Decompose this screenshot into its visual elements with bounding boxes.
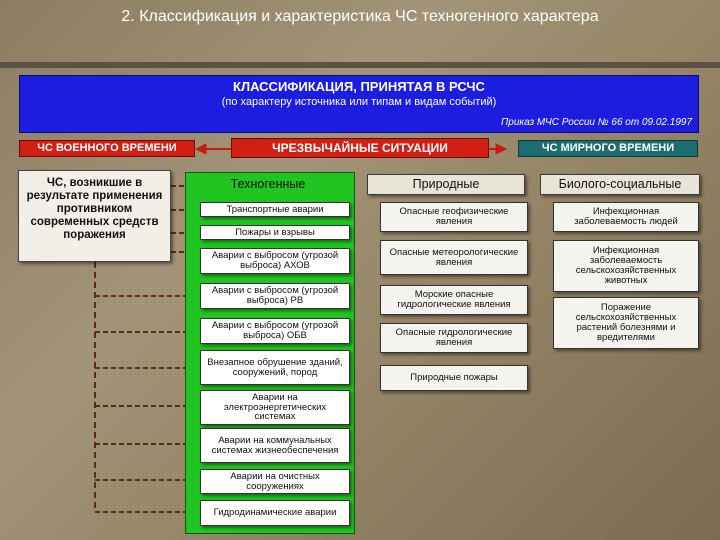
header-title: КЛАССИФИКАЦИЯ, ПРИНЯТАЯ В РСЧС	[233, 79, 485, 94]
tech-item-10: Гидродинамические аварии	[200, 500, 350, 526]
biosocial-item-3: Поражение сельскохозяйственных растений болезнями и вредителями	[553, 297, 699, 349]
tech-item-1: Транспортные аварии	[200, 202, 350, 217]
header-order: Приказ МЧС России № 66 от 09.02.1997	[501, 117, 692, 128]
category-natural: Природные	[367, 174, 525, 195]
biosocial-item-1: Инфекционная заболеваемость людей	[553, 202, 699, 232]
tech-item-9: Аварии на очистных сооружениях	[200, 469, 350, 494]
peace-time-box: ЧС МИРНОГО ВРЕМЕНИ	[518, 140, 698, 157]
natural-item-2: Опасные метеорологические явления	[380, 240, 528, 275]
tech-item-8: Аварии на коммунальных системах жизнеобеспечения	[200, 428, 350, 463]
biosocial-item-2: Инфекционная заболеваемость сельскохозяйственных животных	[553, 240, 699, 292]
tech-item-7: Аварии на электроэнергетических системах	[200, 390, 350, 425]
category-biosocial: Биолого-социальные	[540, 174, 700, 195]
category-technogenic: Техногенные	[198, 175, 338, 195]
emergencies-box: ЧРЕЗВЫЧАЙНЫЕ СИТУАЦИИ	[231, 138, 489, 158]
natural-item-5: Природные пожары	[380, 365, 528, 391]
tech-item-4: Аварии с выбросом (угрозой выброса) РВ	[200, 283, 350, 309]
slide-title: 2. Классификация и характеристика ЧС техногенного характера	[121, 8, 599, 25]
tech-item-3: Аварии с выбросом (угрозой выброса) АХОВ	[200, 248, 350, 274]
natural-item-1: Опасные геофизические явления	[380, 202, 528, 232]
header-subtitle: (по характеру источника или типам и видам событий)	[221, 96, 497, 108]
tech-item-6: Внезапное обрушение зданий, сооружений, пород	[200, 350, 350, 385]
arrow-head-left	[196, 144, 206, 154]
natural-item-4: Опасные гидрологические явления	[380, 323, 528, 353]
tech-item-2: Пожары и взрывы	[200, 225, 350, 240]
military-description: ЧС, возникшие в результате применения противником современных средств поражения	[18, 170, 171, 262]
natural-item-3: Морские опасные гидрологические явления	[380, 285, 528, 315]
arrow-head-right	[496, 144, 506, 154]
tech-item-5: Аварии с выбросом (угрозой выброса) ОБВ	[200, 318, 350, 344]
military-time-box: ЧС ВОЕННОГО ВРЕМЕНИ	[19, 140, 195, 157]
